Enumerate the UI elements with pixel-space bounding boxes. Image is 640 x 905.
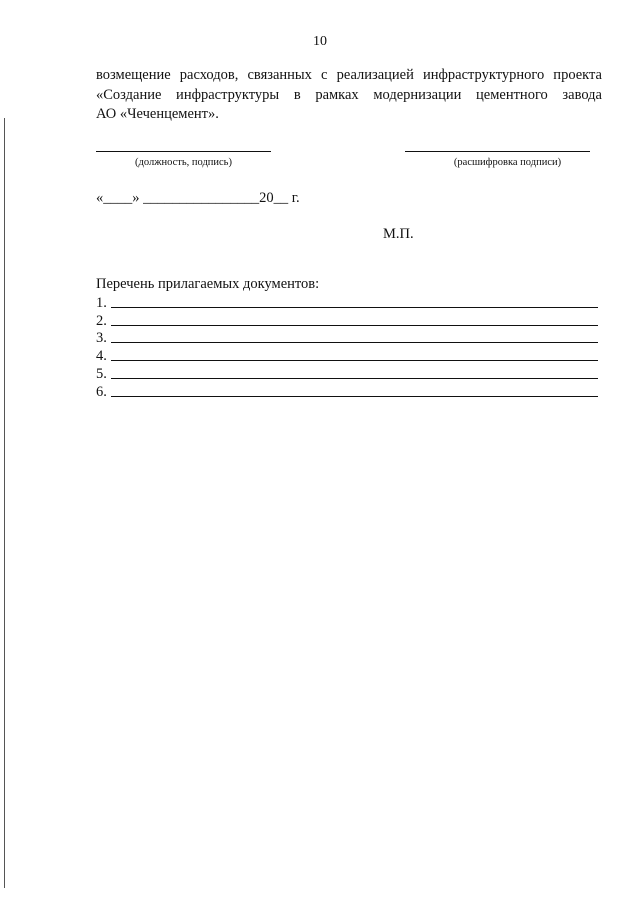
item-blank-line	[111, 396, 598, 397]
date-open-quote: «	[96, 190, 104, 206]
item-number: 4.	[96, 348, 107, 365]
paragraph-line: АО «Чеченцемент».	[96, 106, 219, 122]
list-item	[96, 312, 598, 330]
item-blank-line	[111, 378, 598, 379]
page-number: 10	[313, 34, 327, 49]
position-signature-caption: (должность, подпись)	[135, 157, 232, 168]
list-item	[96, 330, 598, 348]
date-year-suffix: г.	[288, 190, 300, 206]
signature-decoding-caption: (расшифровка подписи)	[453, 157, 562, 168]
stamp-place-label: М.П.	[383, 226, 414, 242]
paragraph-line: возмещение расходов, связанных с реализацией инфраструктурного проекта	[96, 67, 602, 83]
date-field	[96, 190, 300, 207]
position-signature-line	[96, 151, 271, 152]
body-paragraph	[96, 66, 602, 125]
paragraph-line: «Создание инфраструктуры в рамках модернизации цементного завода	[96, 86, 602, 103]
list-item	[96, 347, 598, 365]
attachments-list	[96, 294, 598, 401]
attachments-title: Перечень прилагаемых документов:	[96, 276, 320, 292]
scan-margin-mark	[4, 118, 5, 888]
list-item	[96, 383, 598, 401]
date-month-blank: ________________	[143, 190, 260, 206]
date-year-blank: __	[273, 190, 289, 206]
date-day-blank: ____	[103, 190, 133, 206]
item-number: 5.	[96, 365, 107, 382]
list-item	[96, 294, 598, 312]
item-number: 3.	[96, 330, 107, 347]
date-year-prefix: 20	[259, 190, 274, 206]
item-number: 1.	[96, 294, 107, 311]
date-close-quote: »	[132, 190, 140, 206]
item-blank-line	[111, 307, 598, 308]
signature-decoding-line	[405, 151, 590, 152]
item-blank-line	[111, 342, 598, 343]
item-number: 2.	[96, 312, 107, 329]
item-blank-line	[111, 360, 598, 361]
item-blank-line	[111, 325, 598, 326]
list-item	[96, 365, 598, 383]
item-number: 6.	[96, 383, 107, 400]
